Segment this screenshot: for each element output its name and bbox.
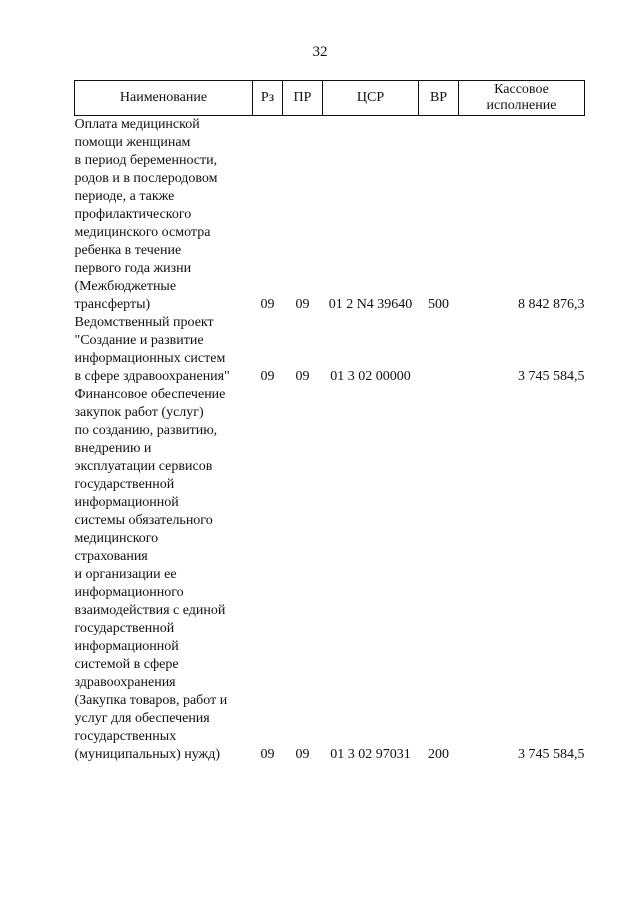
header-rz: Рз <box>253 81 283 116</box>
budget-execution-table <box>74 80 585 764</box>
header-vr: ВР <box>419 81 459 116</box>
table-row <box>75 386 585 764</box>
row-cash-execution: 8 842 876,3 <box>518 297 585 312</box>
row-cash-execution: 3 745 584,5 <box>518 369 585 384</box>
row-rz: 09 <box>260 747 275 762</box>
row-vr: 500 <box>428 297 449 312</box>
row-rz: 09 <box>260 297 275 312</box>
row-rz: 09 <box>260 369 275 384</box>
table-header <box>75 81 585 116</box>
header-pr: ПР <box>283 81 323 116</box>
header-cash-execution: Кассовое исполнение <box>459 81 585 116</box>
table-row <box>75 314 585 386</box>
row-cash-execution: 3 745 584,5 <box>518 747 585 762</box>
row-csr: 01 3 02 97031 <box>330 747 411 762</box>
row-vr: 200 <box>428 747 449 762</box>
table-row <box>75 116 585 315</box>
row-csr: 01 2 N4 39640 <box>328 297 413 312</box>
row-name: Оплата медицинской помощи женщинам в период беременности, родов и в послеродовом периоде, а также профилактического медицинского осмотра ребенка в течение первого года жизни (Межбюджетные трансферты) <box>74 117 218 312</box>
row-name: Ведомственный проект "Создание и развитие информационных систем в сфере здравоохранения" <box>74 315 230 384</box>
page-number: 32 <box>312 44 328 60</box>
row-pr: 09 <box>295 747 310 762</box>
row-pr: 09 <box>295 369 310 384</box>
row-name: Финансовое обеспечение закупок работ (услуг) по созданию, развитию, внедрению и эксплуатации сервисов государственной информационной системы обязательного медицинского страхования и организации ее информационного взаимодействия с единой государственной информационной системой в сфере здравоохранения (Закупка товаров, работ и услуг для обеспечения государственных (муниципальных) нужд) <box>74 387 228 762</box>
row-pr: 09 <box>295 297 310 312</box>
header-csr: ЦСР <box>323 81 419 116</box>
row-csr: 01 3 02 00000 <box>330 369 411 384</box>
row-vr <box>419 314 459 386</box>
header-name: Наименование <box>75 81 253 116</box>
